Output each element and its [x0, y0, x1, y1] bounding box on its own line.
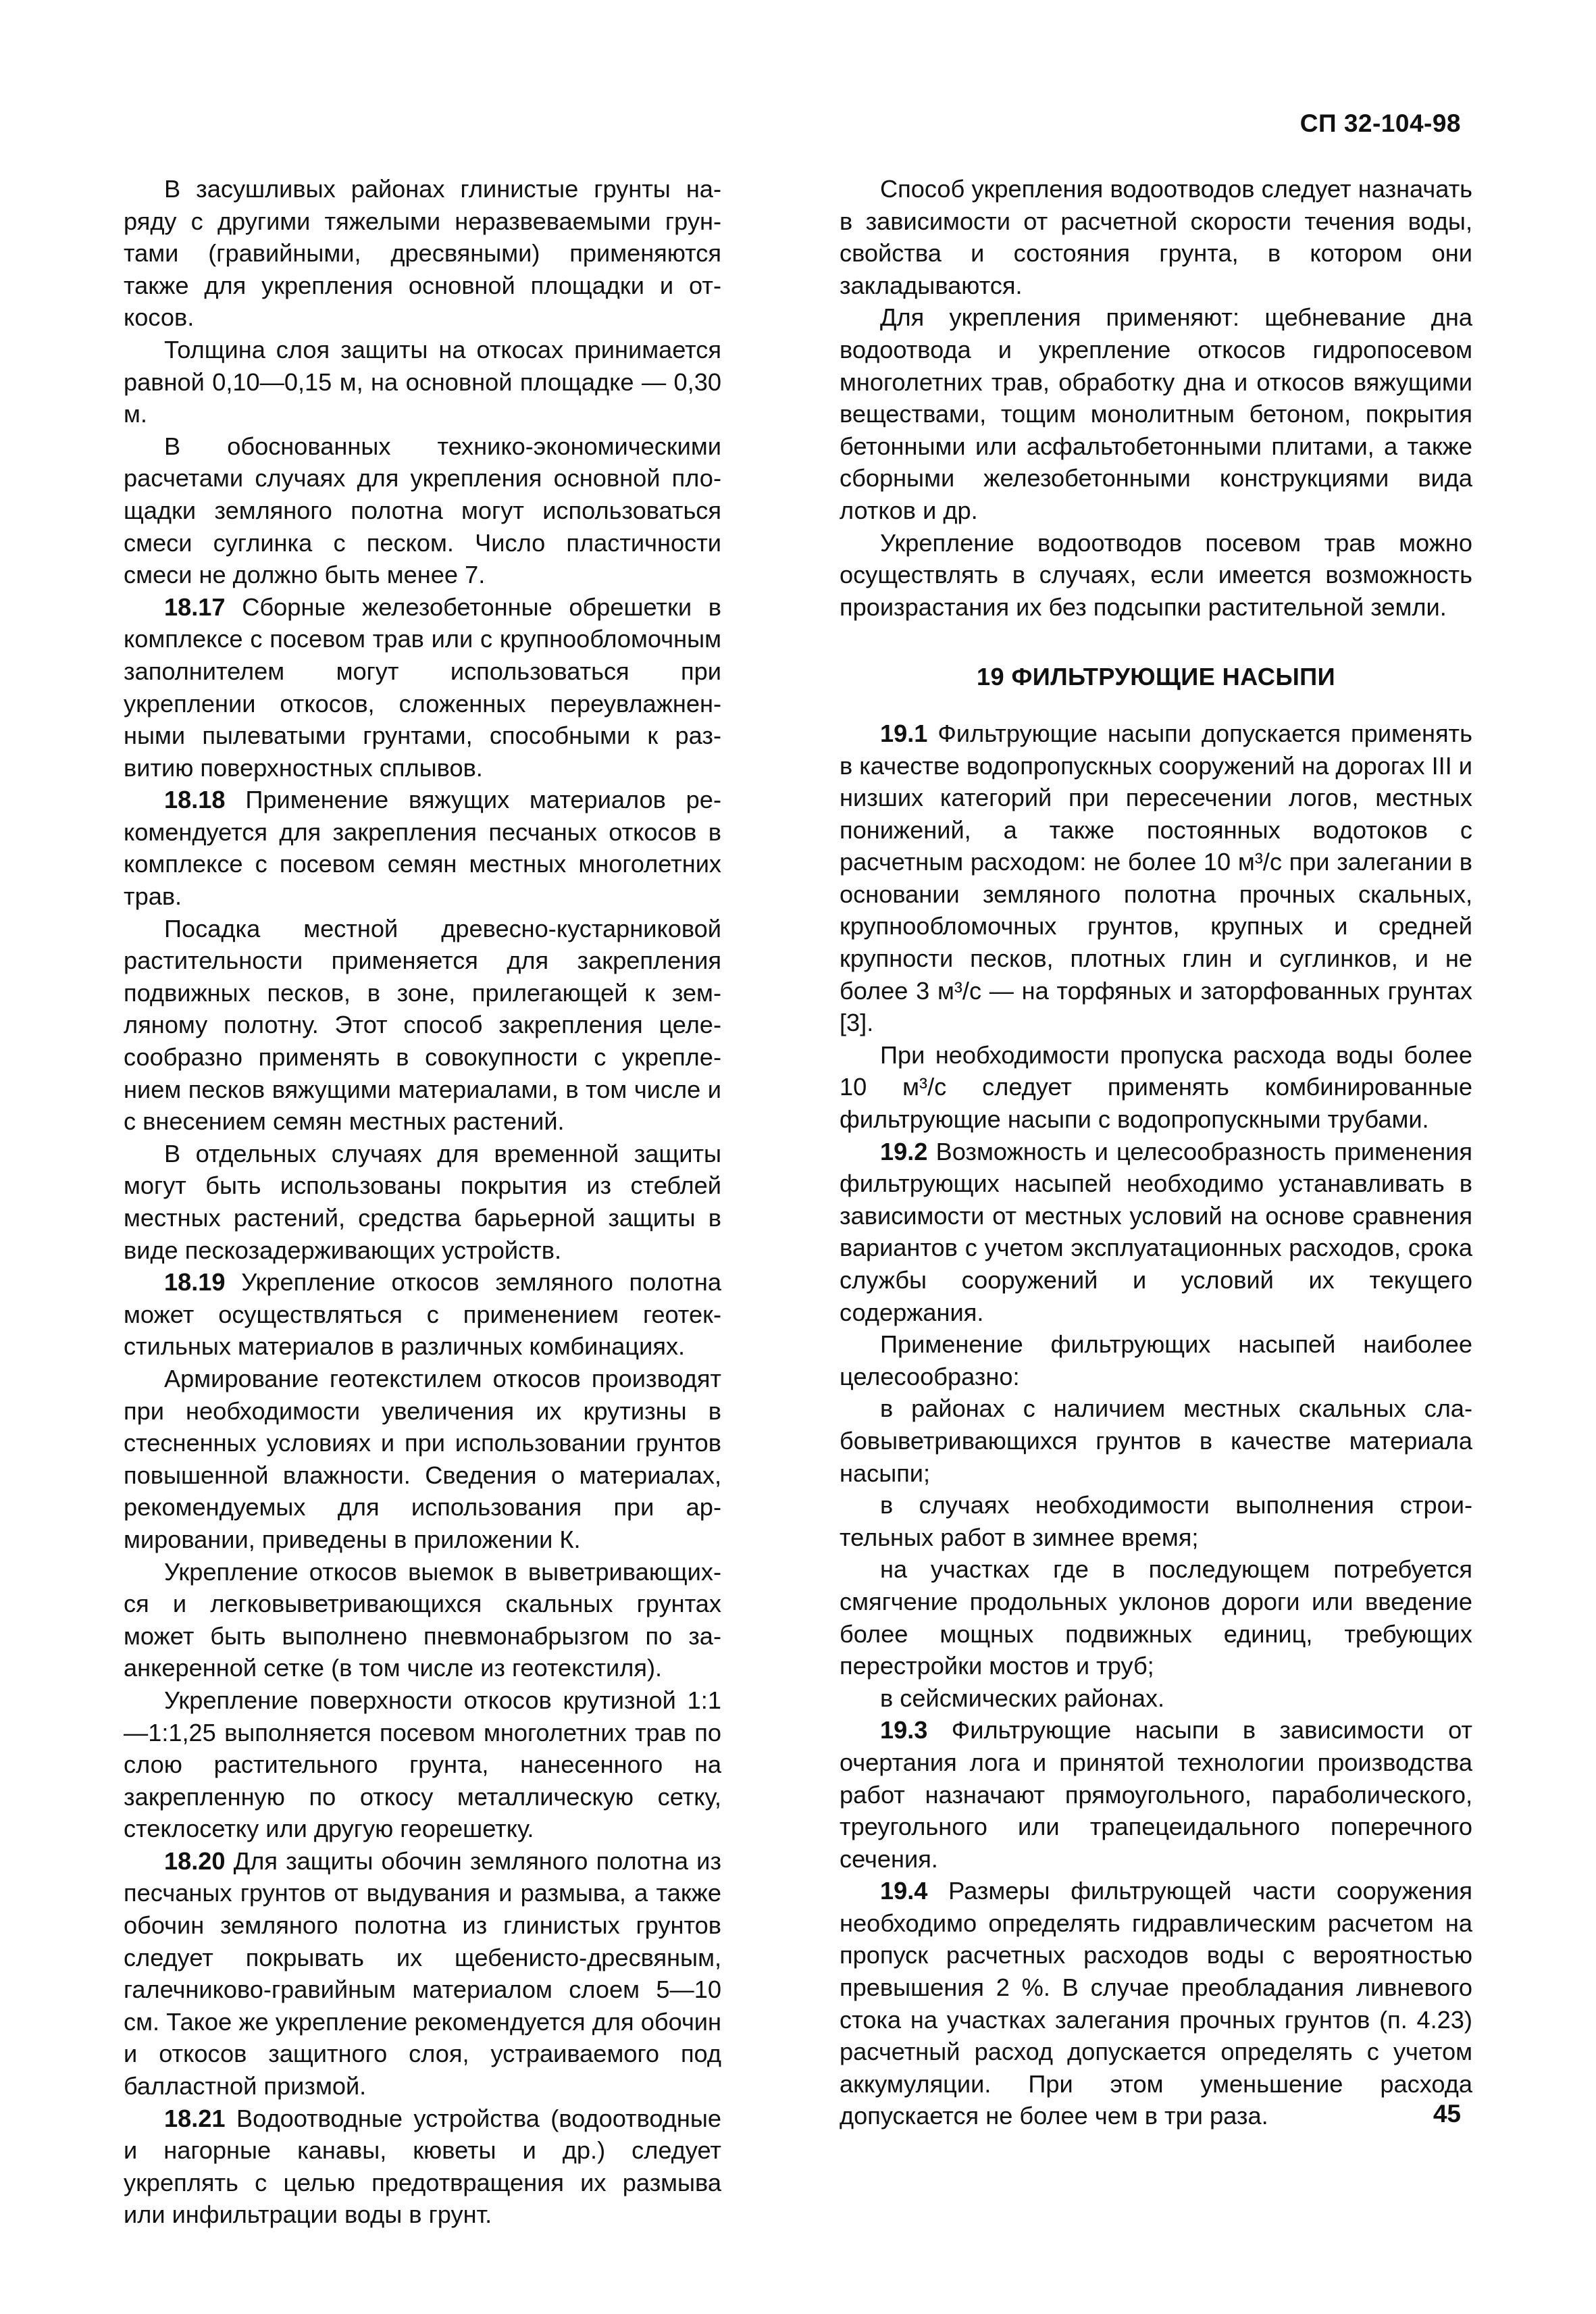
- paragraph-text: В отдельных случаях для временной защиты могут быть использованы покрытия из стеблей местных растений, средства барьерной защиты в виде пескозадерживающих устройств.: [124, 1139, 721, 1264]
- paragraph-text: Способ укрепления водоотводов следует назначать в зависимости от расчетной скорости течения воды, свойства и состояния грунта, в котором они закладываются.: [840, 175, 1472, 299]
- clause-number: 19.3: [880, 1716, 928, 1744]
- paragraph: [840, 1682, 1472, 1715]
- paragraph-text: Сборные железобетонные обрешетки в комплексе с посевом трав или с крупнообломочным заполнителем могут использоваться при укреплении откосов, сложенных переувлажненными пылеватыми грунтами, способными к развитию поверхностных сплывов.: [124, 593, 721, 782]
- paragraph-text: Применение вяжущих материалов рекомендуется для закрепления песчаных откосов в комплексе с посевом семян местных многолетних трав.: [124, 786, 721, 911]
- paragraph: [840, 1392, 1472, 1489]
- paragraph-text: Укрепление откосов выемок в выветривающихся и легковыветривающихся скальных грунтах может быть выполнено пневмонабрызгом по заанкеренной сетке (в том числе из геотекстиля).: [124, 1557, 721, 1682]
- paragraph: [124, 1845, 721, 2103]
- paragraph: [124, 1363, 721, 1556]
- paragraph-text: Укрепление водоотводов посевом трав можно осуществлять в случаях, если имеется возможность произрастания их без подсыпки растительной земли.: [840, 528, 1472, 621]
- paragraph: [124, 334, 721, 430]
- paragraph-text: Для защиты обочин земляного полотна из песчаных грунтов от выдувания и размыва, а также обочин земляного полотна из глинистых грунтов следует покрывать их щебенисто-дресвяным, галечниково-гравийным материалом слоем 5—10 см. Такое же укрепление рекомендуется для обочин и откосов защитного слоя, устраиваемого под балластной призмой.: [124, 1846, 721, 2101]
- paragraph-text: Армирование геотекстилем откосов производят при необходимости увеличения их крутизны в стесненных условиях и при использовании грунтов повышенной влажности. Сведения о материалах, рекомендуемых для использования при армировании, приведены в приложении К.: [124, 1364, 721, 1553]
- clause-number: 19.1: [880, 719, 928, 747]
- paragraph: [840, 173, 1472, 301]
- clause-number: 18.20: [164, 1846, 226, 1875]
- paragraph: [840, 527, 1472, 624]
- clause-number: 18.18: [164, 786, 226, 814]
- paragraph: [124, 1684, 721, 1845]
- paragraph-text: Укрепление откосов земляного полотна может осуществляться с применением геотекстильных материалов в различных комбинациях.: [124, 1268, 721, 1361]
- paragraph-text: в сейсмических районах.: [880, 1684, 1165, 1712]
- paragraph-text: Водоотводные устройства (водоотводные и нагорные канавы, кюветы и др.) следует укреплять с целью предотвращения их размыва или инфильтрации воды в грунт.: [124, 2104, 721, 2229]
- paragraph: [840, 1875, 1472, 2132]
- paragraph-text: Фильтрующие насыпи допускается применять в качестве водопропускных сооружений на дорогах III и низших категорий при пересечении логов, местных понижений, а также постоянных водотоков с расчетным расходом: не более 10 м³/с при залегании в основании земляного полотна прочных скальных, крупнообломочных грунтов, крупных и средней крупности песков, плотных глин и суглинков, и не более 3 м³/с — на торфяных и заторфованных грунтах [3].: [840, 719, 1473, 1037]
- paragraph: [840, 1039, 1472, 1136]
- paragraph-text: Укрепление поверхности откосов крутизной 1:1—1:1,25 выполняется посевом многолетних трав по слою растительного грунта, нанесенного на закрепленную по откосу металлическую сетку, стеклосетку или другую георешетку.: [124, 1686, 721, 1843]
- paragraph: [124, 913, 721, 1138]
- document-code: СП 32-104-98: [1299, 109, 1461, 137]
- paragraph: [840, 301, 1472, 526]
- paragraph: [124, 2103, 721, 2231]
- clause-number: 18.17: [164, 593, 226, 621]
- paragraph-text: Посадка местной древесно-кустарниковой растительности применяется для закрепления подвижных песков, в зоне, прилегающей к земляному полотну. Этот способ закрепления целесообразно применять в совокупности с укреплением песков вяжущими материалами, в том числе и с внесением семян местных растений.: [124, 914, 721, 1136]
- paragraph: [124, 173, 721, 334]
- paragraph: [840, 1489, 1472, 1553]
- paragraph-text: на участках где в последующем потребуется смягчение продольных уклонов дороги или введение более мощных подвижных единиц, требующих перестройки мостов и труб;: [840, 1555, 1472, 1680]
- paragraph: [124, 784, 721, 912]
- right-column-bottom: [840, 718, 1472, 2132]
- paragraph-text: Толщина слоя защиты на откосах принимается равной 0,10—0,15 м, на основной площадке — 0,30 м.: [124, 335, 721, 428]
- paragraph-text: Размеры фильтрующей части сооружения необходимо определять гидравлическим расчетом на пропуск расчетных расходов воды с вероятностью превышения 2 %. В случае преобладания ливневого стока на участках залегания прочных грунтов (п. 4.23) расчетный расход допускается определять с учетом аккумуляции. При этом уменьшение расхода допускается не более чем в три раза.: [840, 1877, 1472, 2130]
- section-heading: 19 ФИЛЬТРУЮЩИЕ НАСЫПИ: [977, 663, 1335, 691]
- paragraph: [840, 1136, 1472, 1329]
- paragraph-text: Возможность и целесообразность применения фильтрующих насыпей необходимо устанавливать в зависимости от местных условий на основе сравнения вариантов с учетом эксплуатационных расходов, срока службы сооружений и условий их текущего содержания.: [840, 1137, 1472, 1326]
- paragraph-text: Фильтрующие насыпи в зависимости от очертания лога и принятой технологии производства работ назначают прямоугольного, параболического, треугольного или трапецеидального поперечного сечения.: [840, 1716, 1472, 1873]
- clause-number: 18.21: [164, 2104, 226, 2132]
- right-column: [840, 173, 1472, 2132]
- left-column: [124, 173, 721, 2231]
- paragraph: [840, 718, 1472, 1039]
- paragraph: [124, 1556, 721, 1684]
- paragraph-text: При необходимости пропуска расхода воды более 10 м³/с следует применять комбинированные фильтрующие насыпи с водопропускными трубами.: [840, 1040, 1472, 1134]
- clause-number: 19.2: [880, 1137, 928, 1165]
- paragraph: [840, 1328, 1472, 1392]
- paragraph: [124, 1266, 721, 1363]
- paragraph: [124, 591, 721, 784]
- right-column-top: [840, 173, 1472, 623]
- paragraph: [840, 1553, 1472, 1682]
- paragraph: [840, 1714, 1472, 1875]
- page-number: 45: [1433, 2100, 1461, 2128]
- paragraph: [124, 430, 721, 591]
- paragraph-text: в районах с наличием местных скальных слабовыветривающихся грунтов в качестве материала насыпи;: [840, 1394, 1472, 1487]
- paragraph-text: Применение фильтрующих насыпей наиболее целесообразно:: [840, 1330, 1472, 1390]
- paragraph-text: в случаях необходимости выполнения строительных работ в зимнее время;: [840, 1491, 1472, 1551]
- paragraph-text: В обоснованных технико-экономическими расчетами случаях для укрепления основной площадки земляного полотна могут использоваться смеси суглинка с песком. Число пластичности смеси не должно быть менее 7.: [124, 432, 721, 589]
- clause-number: 18.19: [164, 1268, 226, 1297]
- paragraph: [124, 1138, 721, 1266]
- clause-number: 19.4: [880, 1877, 928, 1905]
- paragraph-text: В засушливых районах глинистые грунты наряду с другими тяжелыми неразвеваемыми грунтами (гравийными, дресвяными) применяются также для укрепления основной площадки и откосов.: [124, 175, 721, 332]
- paragraph-text: Для укрепления применяют: щебневание дна водоотвода и укрепление откосов гидропосевом многолетних трав, обработку дна и откосов вяжущими веществами, тощим монолитным бетоном, покрытия бетонными или асфальтобетонными плитами, а также сборными железобетонными конструкциями вида лотков и др.: [840, 303, 1472, 524]
